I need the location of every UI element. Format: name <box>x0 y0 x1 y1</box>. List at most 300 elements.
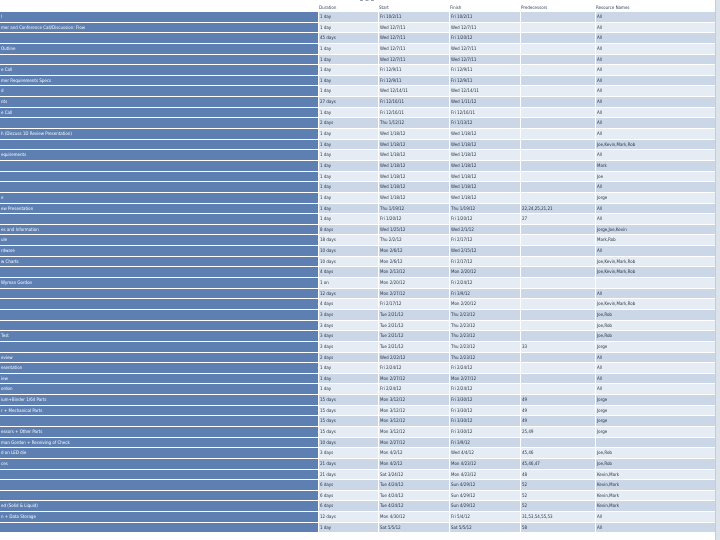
finish-cell[interactable]: Wed 1/18/12 <box>449 182 520 192</box>
task-name-cell[interactable] <box>0 182 318 192</box>
start-cell[interactable]: Fri 2/24/12 <box>378 384 449 394</box>
table-row[interactable] <box>0 23 716 34</box>
duration-cell[interactable]: 3 days <box>318 342 378 352</box>
task-name-cell[interactable]: r + Mechanical Parts <box>0 406 318 416</box>
finish-cell[interactable]: Wed 1/18/12 <box>449 129 520 139</box>
resource-names-cell[interactable]: Kevin,Mark <box>595 491 716 501</box>
finish-cell[interactable]: Wed 1/11/12 <box>449 97 520 107</box>
start-cell[interactable]: Wed 1/18/12 <box>378 193 449 203</box>
task-name-cell[interactable]: e Call <box>0 108 318 118</box>
table-row[interactable] <box>0 353 716 364</box>
resource-names-cell[interactable]: Joe,Rob <box>595 448 716 458</box>
start-cell[interactable]: Mon 3/12/12 <box>378 416 449 426</box>
finish-cell[interactable]: Fri 2/17/12 <box>449 235 520 245</box>
predecessors-cell[interactable] <box>520 384 595 394</box>
predecessors-cell[interactable]: 27 <box>520 214 595 224</box>
duration-cell[interactable]: 1 day <box>318 86 378 96</box>
resource-names-cell[interactable]: Joe,Rob <box>595 321 716 331</box>
start-cell[interactable]: Mon 2/20/12 <box>378 278 449 288</box>
finish-cell[interactable]: Fri 12/9/11 <box>449 65 520 75</box>
resource-names-cell[interactable]: All <box>595 384 716 394</box>
duration-cell[interactable]: 6 days <box>318 491 378 501</box>
start-cell[interactable]: Mon 3/12/12 <box>378 427 449 437</box>
duration-cell[interactable]: 1 day <box>318 44 378 54</box>
resource-names-cell[interactable] <box>595 438 716 448</box>
task-name-cell[interactable]: mer Requirements Specs <box>0 76 318 86</box>
duration-cell[interactable]: 1 day <box>318 204 378 214</box>
table-row[interactable] <box>0 289 716 300</box>
table-row[interactable] <box>0 55 716 66</box>
finish-cell[interactable]: Fri 12/16/11 <box>449 108 520 118</box>
finish-cell[interactable]: Fri 12/9/11 <box>449 76 520 86</box>
resource-names-cell[interactable]: All <box>595 512 716 522</box>
task-name-cell[interactable] <box>0 470 318 480</box>
duration-cell[interactable]: 6 days <box>318 480 378 490</box>
table-row[interactable] <box>0 278 716 289</box>
resource-names-cell[interactable]: Joe,Rob <box>595 459 716 469</box>
table-row[interactable] <box>0 470 716 481</box>
task-name-cell[interactable] <box>0 491 318 501</box>
resource-names-cell[interactable]: Joe,Kevin,Mark,Rob <box>595 299 716 309</box>
task-name-cell[interactable] <box>0 321 318 331</box>
duration-cell[interactable]: 2 days <box>318 118 378 128</box>
duration-cell[interactable]: 1 day <box>318 214 378 224</box>
finish-cell[interactable]: Fri 3/30/12 <box>449 406 520 416</box>
resource-names-cell[interactable]: All <box>595 150 716 160</box>
predecessors-cell[interactable] <box>520 182 595 192</box>
predecessors-cell[interactable] <box>520 310 595 320</box>
resource-names-cell[interactable]: Joe,Kevin,Mark,Rob <box>595 140 716 150</box>
table-row[interactable] <box>0 204 716 215</box>
predecessors-cell[interactable] <box>520 55 595 65</box>
table-row[interactable] <box>0 448 716 459</box>
table-row[interactable] <box>0 299 716 310</box>
task-name-cell[interactable]: ces <box>0 459 318 469</box>
task-name-cell[interactable]: mer and Conference Call/Discussion: Flow <box>0 23 318 33</box>
start-cell[interactable]: Fri 12/16/11 <box>378 108 449 118</box>
task-name-cell[interactable] <box>0 55 318 65</box>
finish-cell[interactable]: Wed 12/14/11 <box>449 86 520 96</box>
duration-cell[interactable]: 1 day <box>318 172 378 182</box>
task-name-cell[interactable]: Test <box>0 331 318 341</box>
predecessors-cell[interactable] <box>520 118 595 128</box>
task-name-cell[interactable]: w Charts <box>0 257 318 267</box>
duration-cell[interactable]: 1 day <box>318 129 378 139</box>
duration-cell[interactable]: 10 days <box>318 257 378 267</box>
task-name-cell[interactable]: ordon <box>0 384 318 394</box>
table-row[interactable] <box>0 97 716 108</box>
task-name-cell[interactable]: l <box>0 12 318 22</box>
predecessors-cell[interactable]: 31,53,54,55,53 <box>520 512 595 522</box>
table-row[interactable] <box>0 33 716 44</box>
start-cell[interactable]: Mon 3/12/12 <box>378 406 449 416</box>
start-cell[interactable]: Mon 3/12/12 <box>378 395 449 405</box>
predecessors-cell[interactable] <box>520 108 595 118</box>
finish-cell[interactable]: Wed 1/18/12 <box>449 161 520 171</box>
task-name-cell[interactable] <box>0 523 318 533</box>
start-cell[interactable]: Tue 2/21/12 <box>378 342 449 352</box>
task-name-cell[interactable] <box>0 267 318 277</box>
finish-cell[interactable]: Fri 10/2/11 <box>449 12 520 22</box>
finish-cell[interactable]: Wed 12/7/11 <box>449 44 520 54</box>
duration-cell[interactable]: 18 days <box>318 235 378 245</box>
predecessors-cell[interactable] <box>520 225 595 235</box>
start-cell[interactable]: Thu 1/12/12 <box>378 118 449 128</box>
task-name-cell[interactable] <box>0 310 318 320</box>
predecessors-cell[interactable]: 52 <box>520 501 595 511</box>
predecessors-cell[interactable] <box>520 129 595 139</box>
start-cell[interactable]: Fri 1/20/12 <box>378 214 449 224</box>
task-name-cell[interactable]: equirements <box>0 150 318 160</box>
duration-cell[interactable]: 1 day <box>318 140 378 150</box>
start-cell[interactable]: Fri 10/2/11 <box>378 12 449 22</box>
predecessors-cell[interactable] <box>520 331 595 341</box>
finish-cell[interactable]: Fri 3/30/12 <box>449 416 520 426</box>
start-cell[interactable]: Wed 1/18/12 <box>378 161 449 171</box>
resource-names-cell[interactable]: Kevin,Mark <box>595 470 716 480</box>
table-row[interactable] <box>0 427 716 438</box>
finish-cell[interactable]: Fri 3/30/12 <box>449 427 520 437</box>
finish-cell[interactable]: Fri 2/24/12 <box>449 363 520 373</box>
resource-names-cell[interactable]: All <box>595 97 716 107</box>
predecessors-cell[interactable] <box>520 246 595 256</box>
table-row[interactable] <box>0 331 716 342</box>
resource-names-cell[interactable]: Joe,Kevin,Mark,Rob <box>595 267 716 277</box>
finish-cell[interactable]: Thu 2/23/12 <box>449 310 520 320</box>
table-row[interactable] <box>0 225 716 236</box>
start-cell[interactable]: Wed 1/18/12 <box>378 140 449 150</box>
finish-cell[interactable]: Thu 2/23/12 <box>449 342 520 352</box>
start-cell[interactable]: Tue 4/24/12 <box>378 491 449 501</box>
start-cell[interactable]: Wed 12/7/11 <box>378 23 449 33</box>
resource-names-cell[interactable]: Jorge,Joe,Kevin <box>595 225 716 235</box>
resource-names-cell[interactable]: All <box>595 523 716 533</box>
predecessors-cell[interactable] <box>520 257 595 267</box>
finish-cell[interactable]: Thu 2/23/12 <box>449 353 520 363</box>
table-row[interactable] <box>0 406 716 417</box>
table-row[interactable] <box>0 374 716 385</box>
finish-cell[interactable]: Fri 1/20/12 <box>449 214 520 224</box>
duration-cell[interactable]: 3 days <box>318 310 378 320</box>
resource-names-cell[interactable]: Jorge <box>595 416 716 426</box>
duration-cell[interactable]: 21 days <box>318 470 378 480</box>
table-row[interactable] <box>0 480 716 491</box>
resource-names-cell[interactable]: All <box>595 353 716 363</box>
finish-cell[interactable]: Wed 2/15/12 <box>449 246 520 256</box>
duration-cell[interactable]: 1 day <box>318 55 378 65</box>
resource-names-cell[interactable]: Kevin,Mark <box>595 480 716 490</box>
resource-names-cell[interactable]: All <box>595 118 716 128</box>
table-row[interactable] <box>0 76 716 87</box>
table-row[interactable] <box>0 342 716 353</box>
resource-names-cell[interactable]: Jorge <box>595 342 716 352</box>
table-row[interactable] <box>0 438 716 449</box>
table-row[interactable] <box>0 267 716 278</box>
predecessors-cell[interactable] <box>520 267 595 277</box>
start-cell[interactable]: Wed 12/7/11 <box>378 33 449 43</box>
resource-names-cell[interactable]: Jorge <box>595 395 716 405</box>
start-cell[interactable]: Wed 1/18/12 <box>378 182 449 192</box>
finish-cell[interactable]: Wed 1/18/12 <box>449 172 520 182</box>
resource-names-cell[interactable]: Kevin,Mark <box>595 501 716 511</box>
table-row[interactable] <box>0 86 716 97</box>
task-name-cell[interactable]: eview <box>0 353 318 363</box>
resource-names-cell[interactable]: Jorge <box>595 406 716 416</box>
duration-cell[interactable]: 10 days <box>318 438 378 448</box>
task-name-cell[interactable] <box>0 480 318 490</box>
predecessors-cell[interactable] <box>520 374 595 384</box>
table-row[interactable] <box>0 235 716 246</box>
duration-cell[interactable]: 15 days <box>318 427 378 437</box>
table-row[interactable] <box>0 416 716 427</box>
table-row[interactable] <box>0 523 716 534</box>
start-cell[interactable]: Thu 2/2/12 <box>378 235 449 245</box>
table-row[interactable] <box>0 44 716 55</box>
task-name-cell[interactable] <box>0 140 318 150</box>
duration-cell[interactable]: 2 days <box>318 353 378 363</box>
duration-cell[interactable]: 27 days <box>318 97 378 107</box>
duration-cell[interactable]: 1 day <box>318 23 378 33</box>
duration-cell[interactable]: 15 days <box>318 416 378 426</box>
task-name-cell[interactable] <box>0 299 318 309</box>
duration-cell[interactable]: 1 day <box>318 182 378 192</box>
predecessors-cell[interactable]: 45,46,47 <box>520 459 595 469</box>
table-row[interactable] <box>0 321 716 332</box>
task-name-cell[interactable]: iew <box>0 374 318 384</box>
table-row[interactable] <box>0 12 716 23</box>
duration-cell[interactable]: 1 day <box>318 108 378 118</box>
duration-cell[interactable]: 1 day <box>318 65 378 75</box>
task-name-cell[interactable] <box>0 289 318 299</box>
task-name-cell[interactable]: d <box>0 86 318 96</box>
resource-names-cell[interactable]: All <box>595 108 716 118</box>
task-name-cell[interactable] <box>0 161 318 171</box>
task-name-cell[interactable]: e <box>0 193 318 203</box>
finish-cell[interactable]: Mon 2/27/12 <box>449 374 520 384</box>
resource-names-cell[interactable]: All <box>595 204 716 214</box>
resource-names-cell[interactable]: All <box>595 363 716 373</box>
table-row[interactable] <box>0 459 716 470</box>
resource-names-cell[interactable]: All <box>595 12 716 22</box>
predecessors-cell[interactable]: 58 <box>520 523 595 533</box>
start-cell[interactable]: Mon 4/30/12 <box>378 512 449 522</box>
predecessors-cell[interactable] <box>520 97 595 107</box>
table-row[interactable] <box>0 363 716 374</box>
task-name-cell[interactable]: esentation <box>0 363 318 373</box>
duration-cell[interactable]: 1 on <box>318 278 378 288</box>
resource-names-cell[interactable]: All <box>595 289 716 299</box>
start-cell[interactable]: Wed 1/18/12 <box>378 150 449 160</box>
start-cell[interactable]: Tue 2/21/12 <box>378 331 449 341</box>
predecessors-cell[interactable] <box>520 289 595 299</box>
finish-cell[interactable]: Sat 5/5/12 <box>449 523 520 533</box>
task-name-cell[interactable]: es and Information <box>0 225 318 235</box>
duration-cell[interactable]: 4 days <box>318 267 378 277</box>
finish-cell[interactable]: Sun 4/29/12 <box>449 480 520 490</box>
table-row[interactable] <box>0 491 716 502</box>
predecessors-cell[interactable] <box>520 161 595 171</box>
finish-cell[interactable]: Wed 12/7/11 <box>449 55 520 65</box>
duration-cell[interactable]: 10 days <box>318 246 378 256</box>
resource-names-cell[interactable]: All <box>595 23 716 33</box>
predecessors-cell[interactable]: 33 <box>520 342 595 352</box>
predecessors-cell[interactable]: 49 <box>520 406 595 416</box>
start-cell[interactable]: Wed 2/22/12 <box>378 353 449 363</box>
table-row[interactable] <box>0 246 716 257</box>
duration-cell[interactable]: 1 day <box>318 76 378 86</box>
predecessors-cell[interactable] <box>520 33 595 43</box>
task-name-cell[interactable]: essors + Other Parts <box>0 427 318 437</box>
predecessors-cell[interactable] <box>520 278 595 288</box>
finish-cell[interactable]: Mon 4/23/12 <box>449 470 520 480</box>
start-cell[interactable]: Wed 1/25/12 <box>378 225 449 235</box>
task-name-cell[interactable] <box>0 118 318 128</box>
task-name-cell[interactable]: ium+Binder 1/64 Parts <box>0 395 318 405</box>
task-name-cell[interactable]: d on LED die <box>0 448 318 458</box>
predecessors-cell[interactable] <box>520 44 595 54</box>
finish-cell[interactable]: Fri 1/20/12 <box>449 33 520 43</box>
predecessors-cell[interactable]: 49 <box>520 395 595 405</box>
start-cell[interactable]: Sat 3/24/12 <box>378 470 449 480</box>
finish-cell[interactable]: Sun 4/29/12 <box>449 491 520 501</box>
resource-names-cell[interactable]: All <box>595 44 716 54</box>
duration-cell[interactable]: 3 days <box>318 321 378 331</box>
task-name-cell[interactable]: rdware <box>0 246 318 256</box>
finish-cell[interactable]: Sun 4/29/12 <box>449 501 520 511</box>
start-cell[interactable]: Mon 2/6/12 <box>378 257 449 267</box>
predecessors-cell[interactable] <box>520 150 595 160</box>
start-cell[interactable]: Mon 2/13/12 <box>378 267 449 277</box>
resource-names-cell[interactable]: All <box>595 246 716 256</box>
resource-names-cell[interactable]: All <box>595 33 716 43</box>
start-cell[interactable]: Mon 2/27/12 <box>378 289 449 299</box>
start-cell[interactable]: Wed 1/18/12 <box>378 172 449 182</box>
task-name-cell[interactable] <box>0 416 318 426</box>
duration-cell[interactable]: 12 days <box>318 289 378 299</box>
start-cell[interactable]: Fri 12/9/11 <box>378 76 449 86</box>
start-cell[interactable]: Fri 12/9/11 <box>378 65 449 75</box>
table-row[interactable] <box>0 182 716 193</box>
task-name-cell[interactable] <box>0 172 318 182</box>
duration-cell[interactable]: 1 day <box>318 193 378 203</box>
start-cell[interactable]: Wed 12/14/11 <box>378 86 449 96</box>
resource-names-cell[interactable]: Jorge <box>595 193 716 203</box>
duration-cell[interactable]: 21 days <box>318 459 378 469</box>
finish-cell[interactable]: Fri 3/30/12 <box>449 395 520 405</box>
table-row[interactable] <box>0 129 716 140</box>
predecessors-cell[interactable]: 52 <box>520 480 595 490</box>
task-name-cell[interactable]: ule <box>0 235 318 245</box>
finish-cell[interactable]: Fri 2/24/12 <box>449 278 520 288</box>
table-row[interactable] <box>0 140 716 151</box>
predecessors-cell[interactable]: 49 <box>520 416 595 426</box>
predecessors-cell[interactable]: 48 <box>520 470 595 480</box>
duration-cell[interactable]: 15 days <box>318 406 378 416</box>
start-cell[interactable]: Fri 2/17/12 <box>378 299 449 309</box>
predecessors-cell[interactable] <box>520 23 595 33</box>
resource-names-cell[interactable]: Mark <box>595 161 716 171</box>
resource-names-cell[interactable]: Joe,Rob <box>595 331 716 341</box>
table-row[interactable] <box>0 214 716 225</box>
finish-cell[interactable]: Wed 1/18/12 <box>449 193 520 203</box>
finish-cell[interactable]: Fri 3/9/12 <box>449 289 520 299</box>
start-cell[interactable]: Tue 4/24/12 <box>378 501 449 511</box>
predecessors-cell[interactable] <box>520 321 595 331</box>
task-name-cell[interactable]: man Gordon + Receiving of Check <box>0 438 318 448</box>
duration-cell[interactable]: 12 days <box>318 512 378 522</box>
task-name-cell[interactable]: ed (Solid & Liquid) <box>0 501 318 511</box>
table-row[interactable] <box>0 118 716 129</box>
predecessors-cell[interactable]: 52 <box>520 491 595 501</box>
finish-cell[interactable]: Fri 2/24/12 <box>449 384 520 394</box>
task-name-cell[interactable]: Wyman Gordon <box>0 278 318 288</box>
duration-cell[interactable]: 3 days <box>318 331 378 341</box>
table-row[interactable] <box>0 310 716 321</box>
finish-cell[interactable]: Fri 3/9/12 <box>449 438 520 448</box>
finish-cell[interactable]: Fri 1/13/12 <box>449 118 520 128</box>
finish-cell[interactable]: Mon 2/20/12 <box>449 267 520 277</box>
resource-names-cell[interactable]: All <box>595 214 716 224</box>
duration-cell[interactable]: 8 days <box>318 225 378 235</box>
start-cell[interactable]: Tue 4/24/12 <box>378 480 449 490</box>
task-name-cell[interactable]: nts <box>0 97 318 107</box>
start-cell[interactable]: Wed 1/18/12 <box>378 129 449 139</box>
predecessors-cell[interactable] <box>520 299 595 309</box>
task-name-cell[interactable] <box>0 342 318 352</box>
duration-cell[interactable]: 3 days <box>318 448 378 458</box>
duration-cell[interactable]: 1 day <box>318 363 378 373</box>
resource-names-cell[interactable]: Joe,Kevin,Mark,Rob <box>595 257 716 267</box>
resource-names-cell[interactable]: All <box>595 129 716 139</box>
finish-cell[interactable]: Fri 2/17/12 <box>449 257 520 267</box>
table-row[interactable] <box>0 161 716 172</box>
start-cell[interactable]: Mon 4/2/12 <box>378 459 449 469</box>
finish-cell[interactable]: Thu 2/23/12 <box>449 321 520 331</box>
table-row[interactable] <box>0 150 716 161</box>
duration-cell[interactable]: 1 day <box>318 12 378 22</box>
finish-cell[interactable]: Thu 1/19/12 <box>449 204 520 214</box>
task-name-cell[interactable]: e Call <box>0 65 318 75</box>
duration-cell[interactable]: 1 day <box>318 384 378 394</box>
predecessors-cell[interactable] <box>520 193 595 203</box>
predecessors-cell[interactable]: 22,24,25,21,21 <box>520 204 595 214</box>
finish-cell[interactable]: Wed 1/18/12 <box>449 150 520 160</box>
resource-names-cell[interactable]: Mark,Rob <box>595 235 716 245</box>
resource-names-cell[interactable]: All <box>595 65 716 75</box>
start-cell[interactable]: Wed 12/7/11 <box>378 44 449 54</box>
predecessors-cell[interactable]: 25,49 <box>520 427 595 437</box>
table-row[interactable] <box>0 501 716 512</box>
resource-names-cell[interactable]: All <box>595 86 716 96</box>
start-cell[interactable]: Sat 5/5/12 <box>378 523 449 533</box>
start-cell[interactable]: Tue 2/21/12 <box>378 310 449 320</box>
start-cell[interactable]: Wed 12/7/11 <box>378 55 449 65</box>
resource-names-cell[interactable]: Joe,Rob <box>595 310 716 320</box>
predecessors-cell[interactable] <box>520 86 595 96</box>
resource-names-cell[interactable]: All <box>595 182 716 192</box>
table-row[interactable] <box>0 65 716 76</box>
finish-cell[interactable]: Wed 2/1/12 <box>449 225 520 235</box>
finish-cell[interactable]: Mon 4/23/12 <box>449 459 520 469</box>
predecessors-cell[interactable]: 45,46 <box>520 448 595 458</box>
task-name-cell[interactable]: n + Data Storage <box>0 512 318 522</box>
table-row[interactable] <box>0 193 716 204</box>
finish-cell[interactable]: Thu 2/23/12 <box>449 331 520 341</box>
finish-cell[interactable]: Wed 12/7/11 <box>449 23 520 33</box>
duration-cell[interactable]: 4 days <box>318 299 378 309</box>
table-row[interactable] <box>0 395 716 406</box>
task-name-cell[interactable] <box>0 214 318 224</box>
